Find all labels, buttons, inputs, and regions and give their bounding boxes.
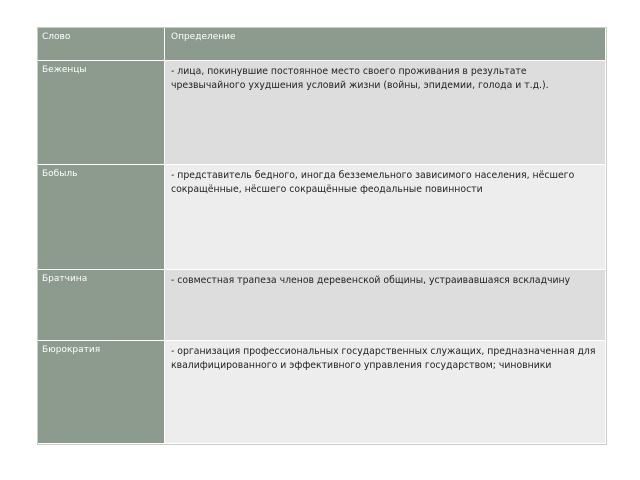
header-word-label: Слово <box>42 32 71 42</box>
row-word: Бюрократия <box>42 345 101 355</box>
table-row-definition-cell <box>165 270 606 341</box>
glossary-table <box>37 27 607 445</box>
row-definition: - представитель бедного, иногда безземельного зависимого населения, нёсшего сокращённые, нёсшего сокращённые феодальные повинности <box>171 170 575 195</box>
table-row-word-cell <box>38 270 165 341</box>
row-definition: - совместная трапеза членов деревенской общины, устраивавшаяся вскладчину <box>171 275 571 286</box>
table-row-word-cell <box>38 61 165 165</box>
table-row-definition-cell <box>165 165 606 270</box>
header-word-cell <box>38 28 165 61</box>
row-word: Беженцы <box>42 65 87 75</box>
header-definition-cell <box>165 28 606 61</box>
table-row-definition-cell <box>165 61 606 165</box>
row-definition: - организация профессиональных государственных служащих, предназначенная для квалифицированного и эффективного управления государством; чиновники <box>171 346 596 371</box>
table-row-word-cell <box>38 165 165 270</box>
row-word: Братчина <box>42 274 88 284</box>
table-row-word-cell <box>38 341 165 444</box>
table-row-definition-cell <box>165 341 606 444</box>
row-definition: - лица, покинувшие постоянное место своего проживания в результате чрезвычайного ухудшения условий жизни (войны, эпидемии, голода и т.д.). <box>171 66 549 91</box>
row-word: Бобыль <box>42 169 78 179</box>
header-definition-label: Определение <box>171 32 236 42</box>
